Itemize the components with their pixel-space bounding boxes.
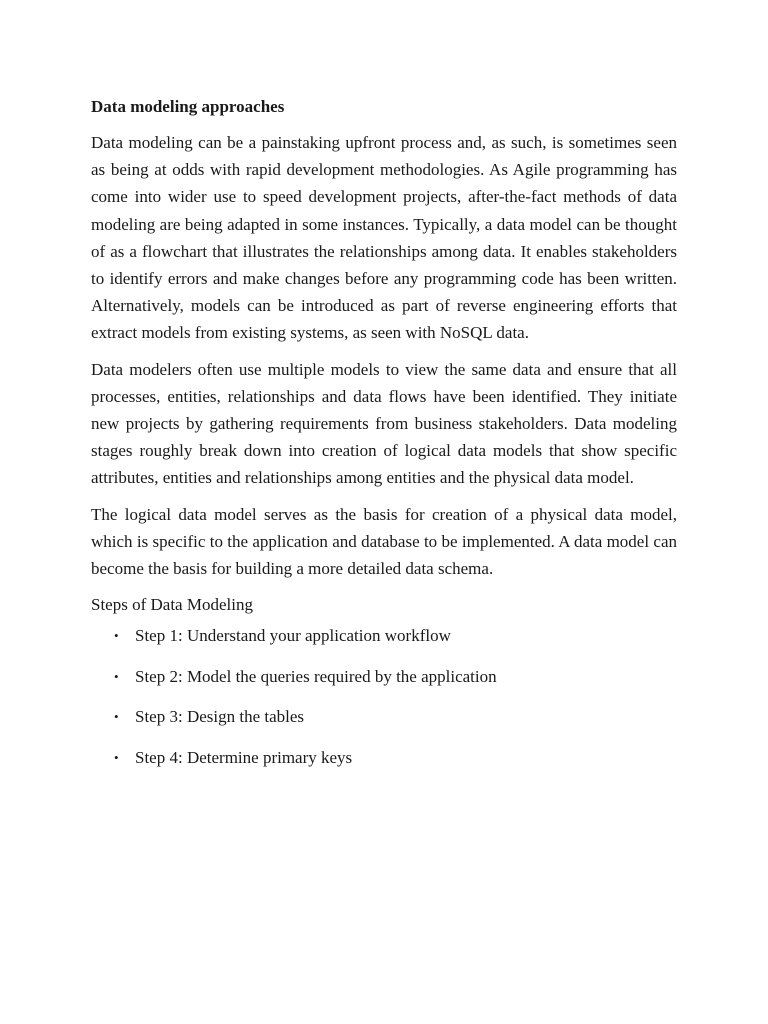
list-item — [91, 663, 677, 690]
list-item — [91, 622, 677, 649]
list-item — [91, 744, 677, 771]
paragraph-logical-model: The logical data model serves as the basis for creation of a physical data model, which is specific to the application and database to be implemented. A data model can become the basis for building a more detailed data schema. — [91, 504, 677, 579]
document-content — [91, 93, 677, 784]
step-text: Step 2: Model the queries required by the application — [135, 666, 497, 686]
list-item — [91, 703, 677, 730]
section-heading: Data modeling approaches — [91, 97, 285, 116]
bullet-icon: • — [114, 668, 119, 684]
bullet-icon: • — [114, 749, 119, 765]
paragraph-modelers: Data modelers often use multiple models to view the same data and ensure that all processes, entities, relationships and data flows have been identified. They initiate new projects by gathering requirements from business stakeholders. Data modeling stages roughly break down into creation of logical data models that show specific attributes, entities and relationships among entities and the physical data model. — [91, 359, 677, 488]
step-text: Step 1: Understand your application workflow — [135, 626, 451, 646]
bullet-icon: • — [114, 709, 119, 725]
step-text: Step 4: Determine primary keys — [135, 747, 353, 767]
bullet-icon: • — [114, 628, 119, 644]
paragraph-intro: Data modeling can be a painstaking upfront process and, as such, is sometimes seen as being at odds with rapid development methodologies. As Agile programming has come into wider use to speed development projects, after-the-fact methods of data modeling are being adapted in some instances. Typically, a data model can be thought of as a flowchart that illustrates the relationships among data. It enables stakeholders to identify errors and make changes before any programming code has been written. Alternatively, models can be introduced as part of reverse engineering efforts that extract models from existing systems, as seen with NoSQL data. — [91, 133, 677, 343]
steps-list — [91, 622, 677, 771]
steps-title: Steps of Data Modeling — [91, 595, 253, 615]
step-text: Step 3: Design the tables — [135, 707, 305, 727]
